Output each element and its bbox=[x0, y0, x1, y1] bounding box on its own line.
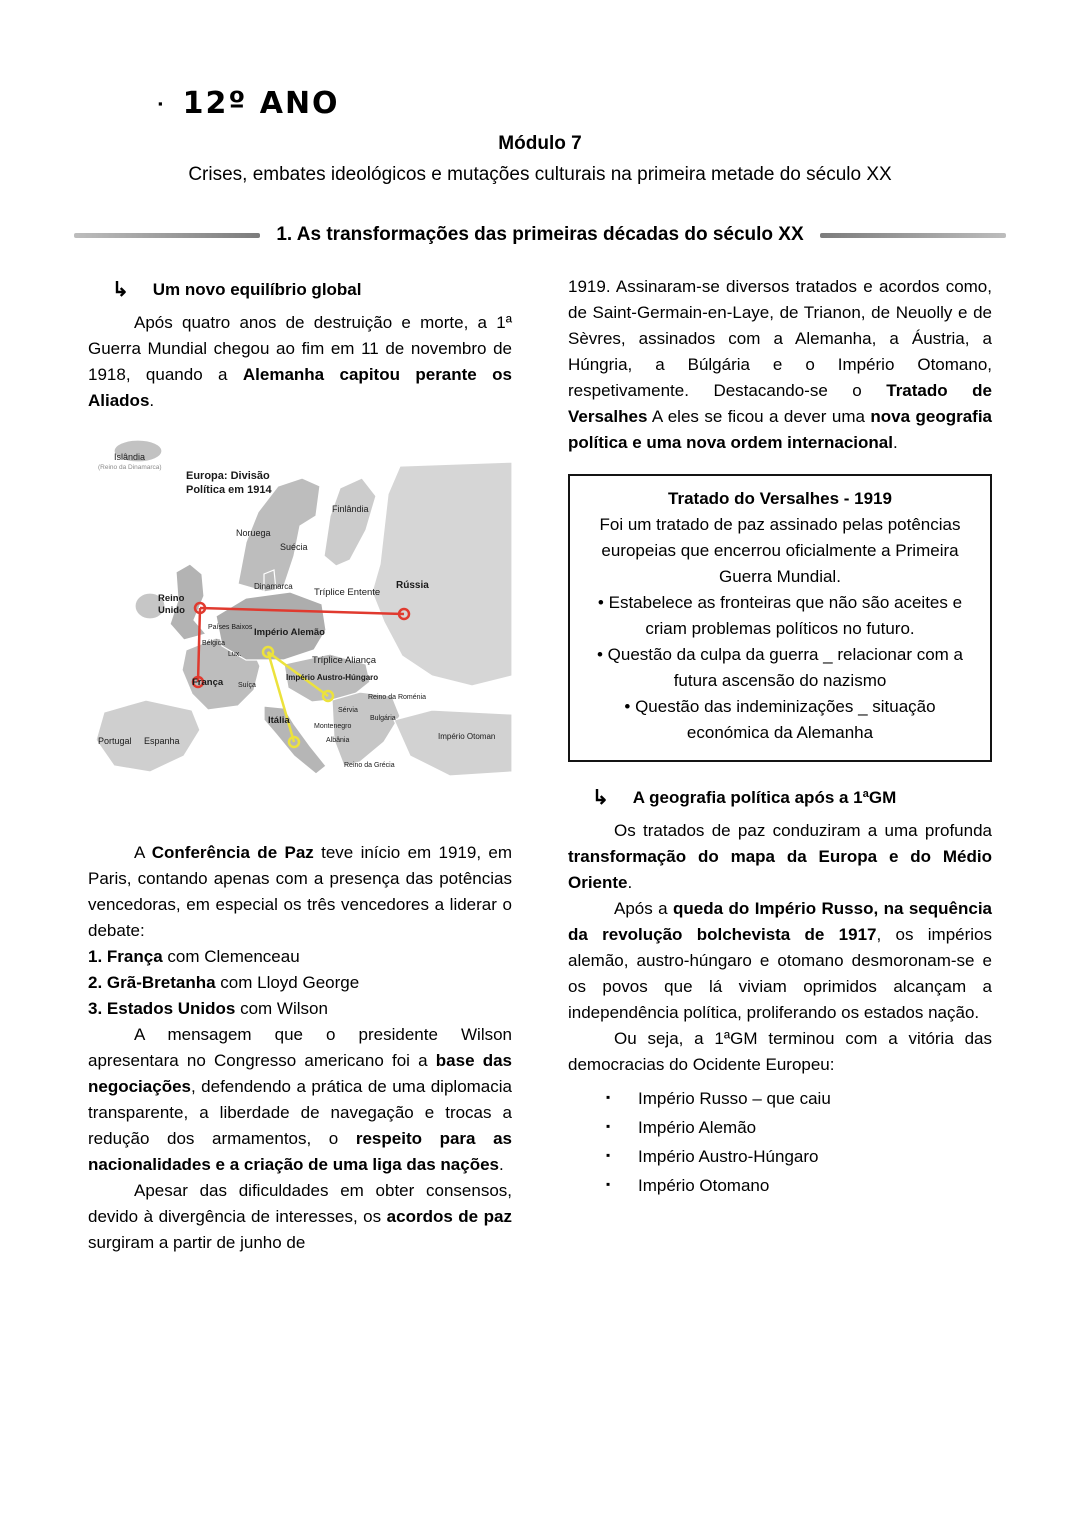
peace-leader: 3. Estados Unidos com Wilson bbox=[88, 998, 328, 1018]
left-column bbox=[88, 274, 512, 1256]
map-label: Império Alemão bbox=[254, 626, 325, 638]
divider-line-right bbox=[820, 233, 1006, 238]
curved-arrow-icon: ↳ bbox=[592, 787, 609, 809]
map-label: Islândia bbox=[114, 451, 146, 462]
map-label: Reino bbox=[158, 592, 185, 604]
treaty-box-bullet: • Questão das indeminizações _ situação económica da Alemanha bbox=[584, 694, 976, 746]
right-column bbox=[568, 274, 992, 1256]
map-label: Unido bbox=[158, 604, 185, 616]
map-label: Noruega bbox=[236, 527, 271, 538]
map-label: Reino da Roménia bbox=[368, 693, 426, 701]
map-label: Tríplice Aliança bbox=[312, 654, 377, 666]
empire-list-item: ▪ Império Alemão bbox=[606, 1115, 992, 1141]
europe-map-svg bbox=[88, 424, 512, 824]
paragraph: Após a queda do Império Russo, na sequência da revolução bolchevista de 1917, os impérios alemão, austro-húngaro e otomano desmoronam-se e os povos que lá viviam oprimidos alcançam a independência política, proliferando os estados nação. bbox=[568, 898, 992, 1022]
empire-list bbox=[606, 1086, 992, 1199]
map-label: Bulgária bbox=[370, 714, 396, 722]
paragraph: Ou seja, a 1ªGM terminou com a vitória das democracias do Ocidente Europeu: bbox=[568, 1028, 992, 1074]
map-label: Espanha bbox=[144, 735, 180, 746]
grade-title: 12º ANO bbox=[182, 86, 340, 121]
paragraph: A Conferência de Paz teve início em 1919, em Paris, contando apenas com a presença das potências vencedoras, em especial os três vencedores a liderar o debate: bbox=[88, 842, 513, 940]
empire-list-item: ▪ Império Austro-Húngaro bbox=[606, 1144, 992, 1170]
treaty-box-title: Tratado do Versalhes - 1919 bbox=[668, 489, 892, 508]
map-label: França bbox=[192, 676, 224, 688]
map-label: Tríplice Entente bbox=[314, 586, 381, 598]
map-label: Itália bbox=[268, 714, 290, 726]
section-header bbox=[74, 224, 1006, 246]
map-label: Rússia bbox=[396, 579, 429, 591]
map-label: Império Otoman bbox=[438, 731, 496, 741]
empire-list-item: ▪ Império Russo – que caiu bbox=[606, 1086, 992, 1112]
paragraph: 1919. Assinaram-se diversos tratados e acordos como, de Saint-Germain-en-Laye, de Trianon, de Neuolly e de Sèvres, assinados com a Alemanha, a Áustria, a Húngria, a Búlgária e o Império Otomano, respetivamente. Destacando-se o Tratado de Versalhes A eles se ficou a dever uma nova geografia política e uma nova ordem internacional. bbox=[568, 277, 992, 452]
map-label: Países Baixos bbox=[208, 623, 253, 631]
map-label: Império Austro-Húngaro bbox=[286, 672, 379, 682]
map-label: Reino da Grécia bbox=[344, 761, 395, 769]
grade-heading bbox=[0, 86, 1080, 121]
list-bullet-icon: ▪ bbox=[158, 96, 163, 111]
map-label: Dinamarca bbox=[254, 581, 293, 591]
map-label: Suíça bbox=[238, 681, 256, 689]
peace-leader: 2. Grã-Bretanha com Lloyd George bbox=[88, 972, 360, 992]
treaty-box-intro: Foi um tratado de paz assinado pelas potências europeias que encerrou oficialmente a Primeira Guerra Mundial. bbox=[599, 515, 961, 586]
map-label: Europa: Divisão bbox=[186, 469, 270, 482]
paragraph: Após quatro anos de destruição e morte, a 1ª Guerra Mundial chegou ao fim em 11 de novembro de 1918, quando a Alemanha capitou perante os Aliados. bbox=[88, 312, 512, 410]
treaty-box-bullet: • Questão da culpa da guerra _ relacionar com a futura ascensão do nazismo bbox=[584, 642, 976, 694]
two-column-body bbox=[0, 246, 1080, 1256]
treaty-box-bullet: • Estabelece as fronteiras que não são aceites e criam problemas políticos no futuro. bbox=[584, 590, 976, 642]
paragraph: A mensagem que o presidente Wilson apresentara no Congresso americano foi a base das negociações, defendendo a prática de uma diplomacia transparente, a liberdade de navegação e trocas a redução dos armamentos, o respeito para as nacionalidades e a criação de uma liga das nações. bbox=[88, 1024, 513, 1174]
subheading-label: A geografia política após a 1ªGM bbox=[632, 788, 897, 807]
map-label: Política em 1914 bbox=[186, 483, 272, 496]
europe-1914-map bbox=[88, 424, 512, 824]
paragraph: Apesar das dificuldades em obter consensos, devido à divergência de interesses, os acordos de paz surgiram a partir de junho de bbox=[88, 1180, 512, 1252]
map-label: Sérvia bbox=[338, 706, 358, 714]
subheading-label: Um novo equilíbrio global bbox=[152, 280, 362, 299]
curved-arrow-icon: ↳ bbox=[112, 279, 129, 301]
divider-line-left bbox=[74, 233, 260, 238]
subheading-novo-equilibrio bbox=[88, 274, 512, 305]
map-label: Montenegro bbox=[314, 722, 352, 730]
module-subtitle: Crises, embates ideológicos e mutações culturais na primeira metade do século XX bbox=[188, 164, 892, 185]
empire-list-item: ▪ Império Otomano bbox=[606, 1173, 992, 1199]
map-label: (Reino da Dinamarca) bbox=[98, 463, 162, 471]
peace-leader: 1. França com Clemenceau bbox=[88, 946, 300, 966]
subheading-geografia-politica bbox=[568, 782, 992, 813]
treaty-box bbox=[568, 474, 992, 762]
module-title: Módulo 7 bbox=[498, 133, 582, 154]
map-label: Finlândia bbox=[332, 503, 369, 514]
map-label: Bélgica bbox=[202, 639, 225, 647]
map-label: Portugal bbox=[98, 735, 132, 746]
paragraph: Os tratados de paz conduziram a uma profunda transformação do mapa da Europa e do Médio Oriente. bbox=[568, 820, 992, 892]
section-title: 1. As transformações das primeiras décadas do século XX bbox=[276, 224, 804, 245]
map-label: Albânia bbox=[326, 736, 350, 744]
map-label: Lux. bbox=[228, 650, 242, 658]
map-label: Suécia bbox=[280, 541, 308, 552]
